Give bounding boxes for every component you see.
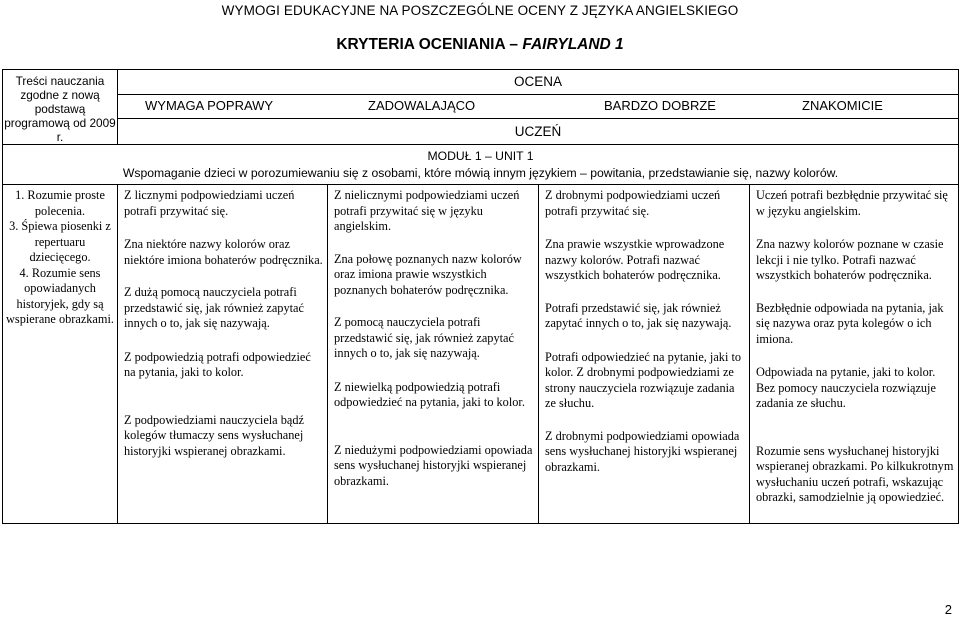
grade-label: ZADOWALAJĄCO [368,98,476,113]
grade-label: WYMAGA POPRAWY [145,98,274,113]
criterion: Zna niektóre nazwy kolorów oraz niektóre imiona bohaterów podręcznika. [124,237,323,267]
grade-label: ZNAKOMICIE [802,98,883,113]
criterion: Zna połowę poznanych nazw kolorów oraz imiona prawie wszystkich poznanych bohaterów podręcznika. [334,251,522,297]
criterion: Z drobnymi podpowiedziami opowiada sens wysłuchanej historyjki wspieranej obrazkami. [545,428,740,474]
criterion: Z pomocą nauczyciela potrafi przedstawić się, jak również zapytać innych o to, jak się nazywają. [334,315,514,360]
criterion: Z niedużymi podpowiedziami opowiada sens wysłuchanej historyjki wspieranej obrazkami. [334,442,533,488]
grade-criteria-zadowalajaco [328,185,539,524]
criterion: Z nielicznymi podpowiedziami uczeń potrafi przywitać się w języku angielskim. [334,188,520,233]
document-title [0,36,960,54]
criterion: Odpowiada na pytanie, jaki to kolor. Bez pomocy nauczyciela rozwiązuje zadania ze słuchu. [756,365,936,410]
criterion: Zna nazwy kolorów poznane w czasie lekcji i nie tylko. Potrafi nazwać wszystkich bohaterów podręcznika. [756,237,944,282]
criterion: Uczeń potrafi bezbłędnie przywitać się w języku angielskim. [756,188,948,218]
criterion: Z dużą pomocą nauczyciela potrafi przedstawić się, jak również zapytać innych o to, jak się nazywają. [124,285,304,330]
criteria-table [2,69,959,524]
grade-criteria-bardzo-dobrze [539,185,750,524]
criterion: Z drobnymi podpowiedziami uczeń potrafi przywitać się. [545,188,721,218]
title-prefix: KRYTERIA OCENIANIA – [336,36,523,53]
module-title: MODUŁ 1 – UNIT 1 [427,149,534,163]
criterion: Potrafi odpowiedzieć na pytanie, jaki to kolor. Z drobnymi podpowiedziami ze strony nauczyciela rozwiązuje zadania ze słuchu. [545,349,742,410]
module-goal: Wspomaganie dzieci w porozumiewaniu się z osobami, które mówią innym językiem – powitania, przedstawianie się, nazwy kolorów. [122,166,839,180]
grade-criteria-wymaga-poprawy [118,185,328,524]
course-name: FAIRYLAND 1 [522,36,624,53]
curriculum-topics [3,185,118,524]
criterion: Rozumie sens wysłuchanej historyjki wspieranej obrazkami. Po kilkukrotnym wysłuchaniu uczeń potrafi, wskazując obrazki, samodzielnie ją opowiedzieć. [756,443,954,504]
module-header [3,145,959,185]
topic-item: 3. Śpiewa piosenki z repertuaru dziecięcego. [9,219,111,264]
topic-item: 4. Rozumie sens opowiadanych historyjek, gdy są wspierane obrazkami. [6,265,114,326]
criterion: Z niewielką podpowiedzią potrafi odpowiedzieć na pytania, jaki to kolor. [334,379,525,409]
curriculum-column-header: Treści nauczania zgodne z nową podstawą programową od 2009 r. [3,70,118,145]
document-header: WYMOGI EDUKACYJNE NA POSZCZEGÓLNE OCENY Z JĘZYKA ANGIELSKIEGO [221,3,739,18]
page-number: 2 [944,602,952,617]
topic-item: 1. Rozumie proste polecenia. [15,188,105,218]
criterion: Zna prawie wszystkie wprowadzone nazwy kolorów. Potrafi nazwać wszystkich bohaterów podręcznika. [545,237,725,282]
criterion: Bezbłędnie odpowiada na pytania, jak się nazywa oraz pyta kolegów o ich imiona. [756,300,944,346]
grade-header: OCENA [118,70,959,95]
criterion: Z podpowiedzią potrafi odpowiedzieć na pytania, jaki to kolor. [124,349,311,379]
criterion: Z podpowiedziami nauczyciela bądź kolegów tłumaczy sens wysłuchanej historyjki wspieranej obrazkami. [124,412,304,458]
criterion: Potrafi przedstawić się, jak również zapytać innych o to, jak się nazywają. [545,300,732,330]
grade-criteria-znakomicie [750,185,959,524]
student-header: UCZEŃ [118,118,959,144]
criterion: Z licznymi podpowiedziami uczeń potrafi przywitać się. [124,188,295,218]
grade-label: BARDZO DOBRZE [604,98,716,113]
grade-scale-row [118,95,959,119]
